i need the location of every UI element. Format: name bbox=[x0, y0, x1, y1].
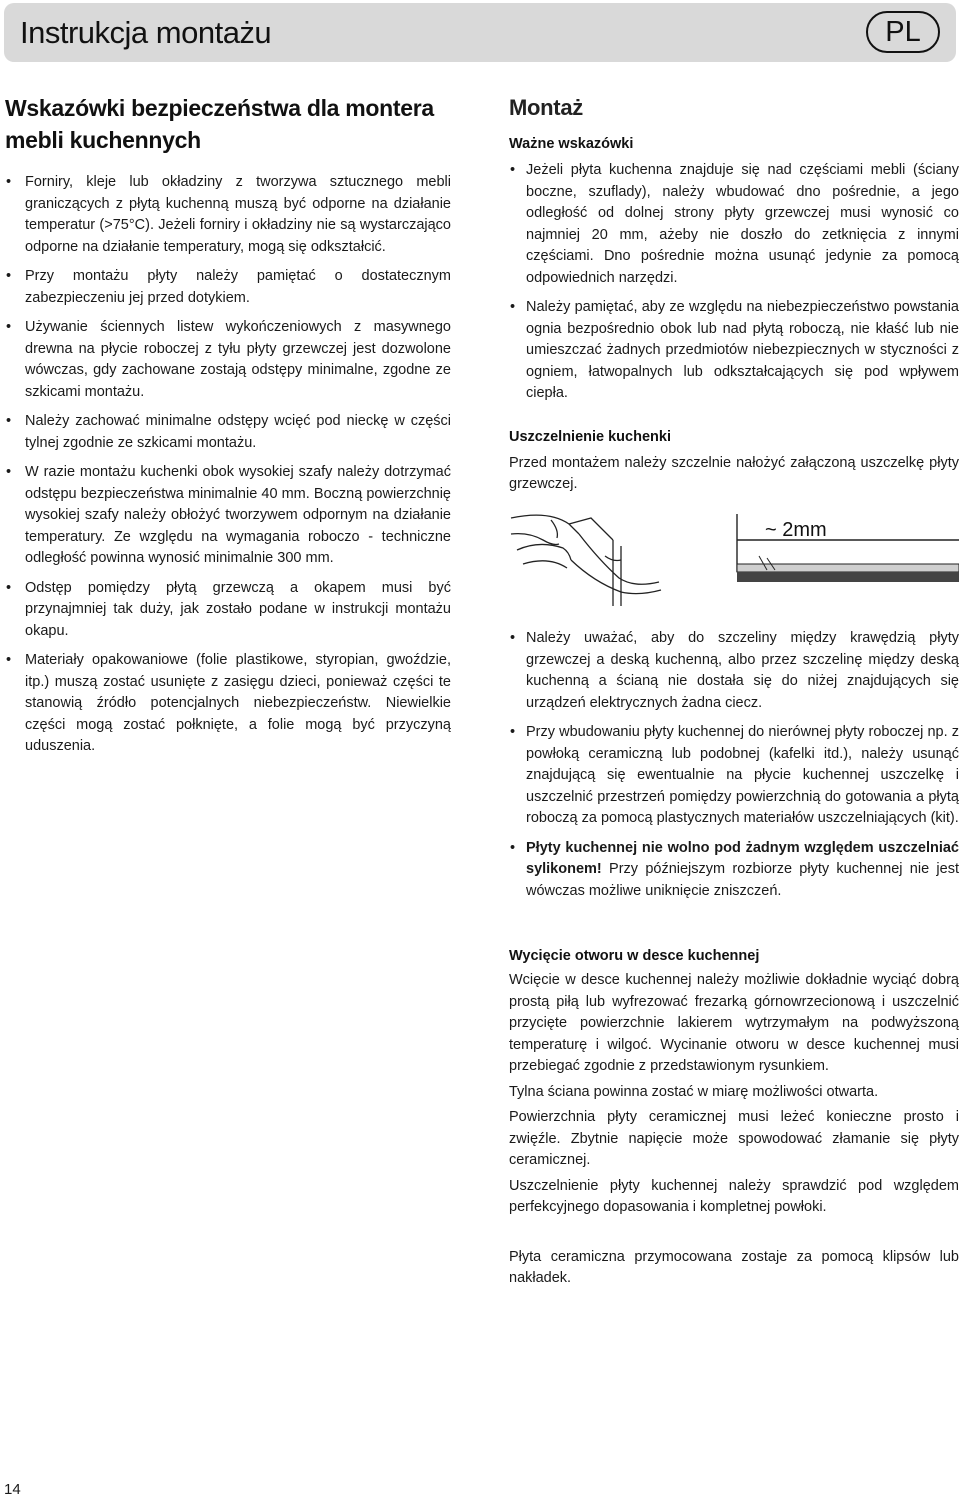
seal-notes bbox=[509, 628, 959, 910]
seal-notes-list bbox=[509, 628, 959, 902]
safety-column bbox=[5, 92, 451, 766]
language-badge: PL bbox=[866, 11, 940, 53]
seal-note-item: • Należy uważać, aby do szczeliny między krawędzią płyty grzewczej a deską kuchenną, albo przez szczelinę między deską kuchenną a ścianą nie dostała się do niżej znajdujących się urządzeń elektrycznych żadna ciecz. bbox=[509, 628, 959, 714]
mounting-heading: Montaż bbox=[509, 95, 583, 120]
important-note-item: • Jeżeli płyta kuchenna znajduje się nad częściami mebli (ściany boczne, szuflady), należy wbudować dno pośrednie, a jego odległość od dolnej strony płyty grzewczej musi wynosić co najmniej 20 mm, ażeby nie doszło do zetknięcia z innymi częściami. Dno pośrednie można usunąć jedynie za pomocą odpowiednich narzędzi. bbox=[509, 160, 959, 289]
seal-sketch-svg bbox=[509, 510, 959, 610]
cutout-paragraph: Powierzchnia płyty ceramicznej musi leżeć konieczne prosto i zwięźle. Zbytnie napięcie może spowodować złamanie się płyty ceramicznej. bbox=[509, 1109, 959, 1168]
cutout-final: Płyta ceramiczna przymocowana zostaje za pomocą klipsów lub nakładek. bbox=[509, 1248, 959, 1286]
hands-sketch bbox=[511, 515, 661, 606]
seal-title: Uszczelnienie kuchenki bbox=[509, 428, 671, 445]
cutout-title: Wycięcie otworu w desce kuchennej bbox=[509, 948, 760, 964]
gap-label: ~ 2mm bbox=[765, 519, 827, 541]
seal-note-item: • Przy wbudowaniu płyty kuchennej do nierównej płyty roboczej np. z powłoką ceramiczną lub podobnej (kafelki itd.), należy usunąć znajdującą się ewentualnie na płycie kuchennej uszczelkę i uszczelnić przestrzeń pomiędzy powierzchnią do gotowania a płytą roboczą za pomocą plastycznych materiałów uszczelniających (kit). bbox=[509, 722, 959, 830]
cutout-paragraph: Tylna ściana powinna zostać w miarę możliwości otwarta. bbox=[509, 1083, 879, 1100]
safety-list bbox=[5, 172, 451, 758]
mounting-column bbox=[509, 92, 959, 496]
cutout-paragraph: Wcięcie w desce kuchennej należy możliwie dokładnie wyciąć dobrą prostą piłą lub wyfrezować frezarką górnowrzecionową i uszczelnić przycięte powierzchnie lakierem wytrzymałym na podwyższoną temperaturę i wilgoć. Wycinanie otworu w desce kuchennej musi przebiegać zgodnie z przedstawionym rysunkiem. bbox=[509, 972, 959, 1074]
cutout-section bbox=[509, 946, 959, 1290]
safety-item: • Należy zachować minimalne odstępy wcięć pod nieckę w części tylnej zgodnie ze szkicami montażu. bbox=[5, 411, 451, 454]
silicone-warning-item bbox=[509, 838, 959, 903]
seal-intro: Przed montażem należy szczelnie nałożyć załączoną uszczelkę płyty grzewczej. bbox=[509, 454, 959, 492]
page-number: 14 bbox=[4, 1481, 21, 1498]
safety-item: • Używanie ściennych listew wykończeniowych z masywnego drewna na płycie roboczej z tyłu płyty grzewczej jest dozwolone wówczas, gdy zachowane zostają odstępy minimalne, zgodne ze szkicami montażu. bbox=[5, 317, 451, 403]
seal-illustration bbox=[509, 510, 959, 610]
safety-item: • W razie montażu kuchenki obok wysokiej szafy należy dotrzymać odstępu bezpieczeństwa minimalnie 40 mm. Boczną powierzchnię wysokiej szafy należy obłożyć tworzywem odpornym na działanie temperatury. Ze względu na wymagania roboczo - techniczne odległość powinna wynosić minimalnie 300 mm. bbox=[5, 462, 451, 570]
document-title: Instrukcja montażu bbox=[20, 15, 272, 50]
important-notes-list bbox=[509, 160, 959, 405]
safety-item: • Przy montażu płyty należy pamiętać o dostatecznym zabezpieczeniu jej przed dotykiem. bbox=[5, 266, 451, 309]
cutout-paragraph: Uszczelnienie płyty kuchennej należy sprawdzić pod względem perfekcyjnego dopasowania i kompletnej powłoki. bbox=[509, 1177, 959, 1215]
silicone-warning-rest: Przy późniejszym rozbiorze płyty kuchennej nie jest wówczas możliwe uniknięcie zniszczeń. bbox=[526, 861, 959, 899]
silicone-warning-bold: Płyty kuchennej nie wolno pod żadnym względem uszczelniać sylikonem! bbox=[526, 839, 959, 877]
safety-item: • Odstęp pomiędzy płytą grzewczą a okapem musi być przynajmniej tak duży, jak zostało podane w instrukcji montażu okapu. bbox=[5, 578, 451, 643]
important-note-item: • Należy pamiętać, aby ze względu na niebezpieczeństwo powstania ognia bezpośrednio obok lub nad płytą roboczą, nie kłaść lub nie umieszczać żadnych przedmiotów niebezpiecznych w styczności z ogniem, łatwopalnych lub odkształcających się pod wpływem ciepła. bbox=[509, 297, 959, 405]
safety-heading: Wskazówki bezpieczeństwa dla montera mebli kuchennych bbox=[5, 95, 434, 153]
safety-item: • Materiały opakowaniowe (folie plastikowe, styropian, gwoździe, itp.) muszą zostać usunięte z zasięgu dzieci, ponieważ części te stanowią źródło potencjalnych niebezpieczeństw. Niewielkie części mogą zostać połknięte, a folie mogą być przyczyną uduszenia. bbox=[5, 650, 451, 758]
page-header bbox=[4, 3, 956, 62]
important-notes-title: Ważne wskazówki bbox=[509, 136, 634, 152]
safety-item: • Forniry, kleje lub okładziny z tworzywa sztucznego mebli graniczących z płytą kuchenną muszą być odporne na działanie temperatur (>75°C). Jeżeli forniry i okładziny nie są wystarczająco odporne na działanie temperatury, mogą się odkształcić. bbox=[5, 172, 451, 258]
